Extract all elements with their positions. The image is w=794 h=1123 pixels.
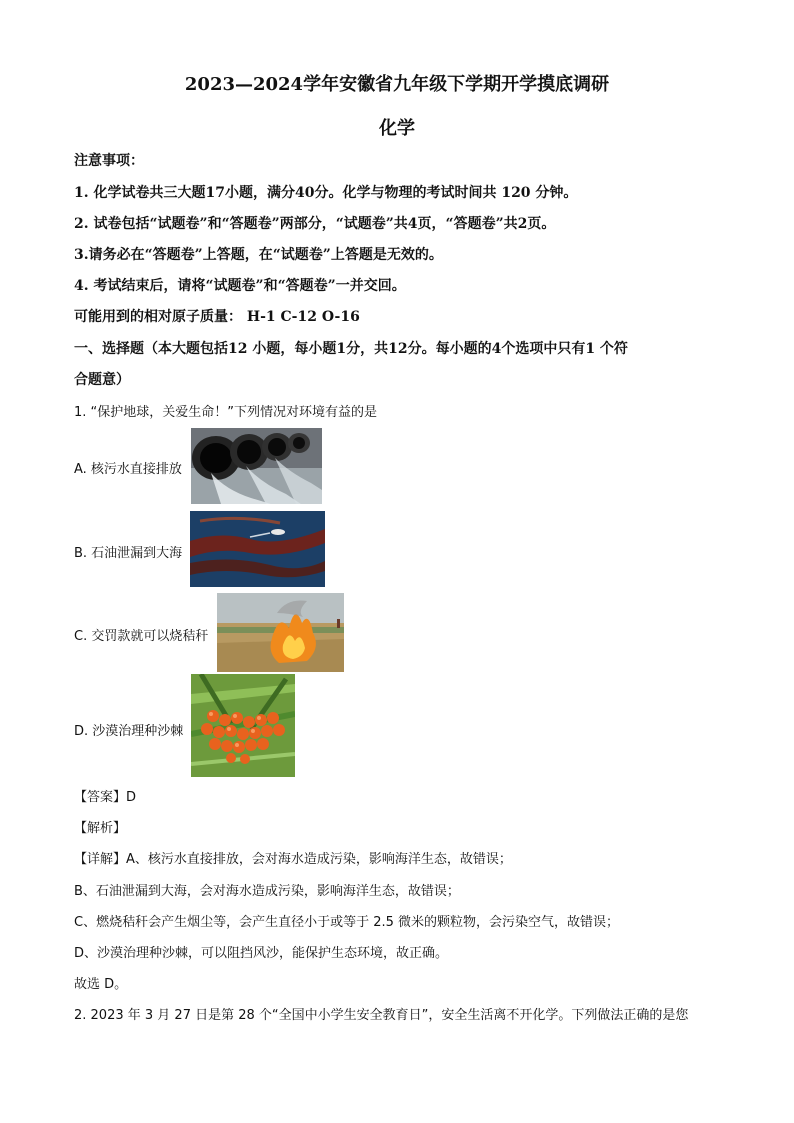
atomic-mass-line: 可能用到的相对原子质量： H-1 C-12 O-16 bbox=[74, 309, 360, 325]
option-c-label[interactable]: C. 交罚款就可以烧秸秆 bbox=[74, 629, 209, 644]
option-d-label[interactable]: D. 沙漠治理种沙棘 bbox=[74, 724, 184, 739]
exam-title: 2023—2024学年安徽省九年级下学期开学摸底调研 bbox=[184, 74, 610, 95]
subject-title: 化学 bbox=[379, 118, 415, 139]
note-item-3: 3.请务必在“答题卷”上答题，在“试题卷”上答题是无效的。 bbox=[74, 247, 443, 263]
detail-line-4: D、沙漠治理种沙棘，可以阻挡风沙，能保护生态环境，故正确。 bbox=[74, 946, 449, 961]
detail-line-3: C、燃烧秸秆会产生烟尘等，会产生直径小于或等于 2.5 微米的颗粒物，会污染空气，故错误； bbox=[74, 915, 620, 930]
detail-line-2: B、石油泄漏到大海，会对海水造成污染，影响海洋生态，故错误； bbox=[74, 884, 460, 899]
section1-heading-cont: 合题意） bbox=[74, 372, 130, 388]
detail-tag: 【详解】 bbox=[74, 852, 127, 867]
question-1-stem: 1. “保护地球，关爱生命！”下列情况对环境有益的是 bbox=[74, 405, 378, 420]
answer-tag: 【答案】 bbox=[74, 790, 127, 805]
note-item-2: 2. 试卷包括“试题卷”和“答题卷”两部分，“试题卷”共4页，“答题卷”共2页。 bbox=[74, 216, 556, 232]
sewage-pipes-image bbox=[191, 428, 322, 504]
question-2-stem: 2. 2023 年 3 月 27 日是第 28 个“全国中小学生安全教育日”，安全生活离不开化学。下列做法正确的是您 bbox=[74, 1008, 689, 1023]
answer-line bbox=[74, 786, 136, 805]
option-a-label[interactable]: A. 核污水直接排放 bbox=[74, 462, 182, 477]
detail-text-1: A、核污水直接排放，会对海水造成污染，影响海洋生态，故错误； bbox=[126, 852, 512, 867]
notes-heading: 注意事项： bbox=[74, 153, 144, 169]
section1-heading: 一、选择题（本大题包括12 小题，每小题1分，共12分。每小题的4个选项中只有1 个符 bbox=[74, 341, 628, 357]
detail-line-5: 故选 D。 bbox=[74, 977, 128, 992]
answer-value: D bbox=[126, 790, 137, 805]
option-b-label[interactable]: B. 石油泄漏到大海 bbox=[74, 546, 183, 561]
burning-straw-image bbox=[217, 593, 344, 672]
analysis-tag: 【解析】 bbox=[74, 821, 127, 836]
detail-line-1 bbox=[74, 848, 512, 867]
note-item-1: 1. 化学试卷共三大题17小题，满分40分。化学与物理的考试时间共 120 分钟。 bbox=[74, 185, 578, 201]
note-item-4: 4. 考试结束后，请将“试题卷”和“答题卷”一并交回。 bbox=[74, 278, 406, 294]
sea-buckthorn-image bbox=[191, 674, 295, 777]
oil-spill-image bbox=[190, 511, 325, 587]
